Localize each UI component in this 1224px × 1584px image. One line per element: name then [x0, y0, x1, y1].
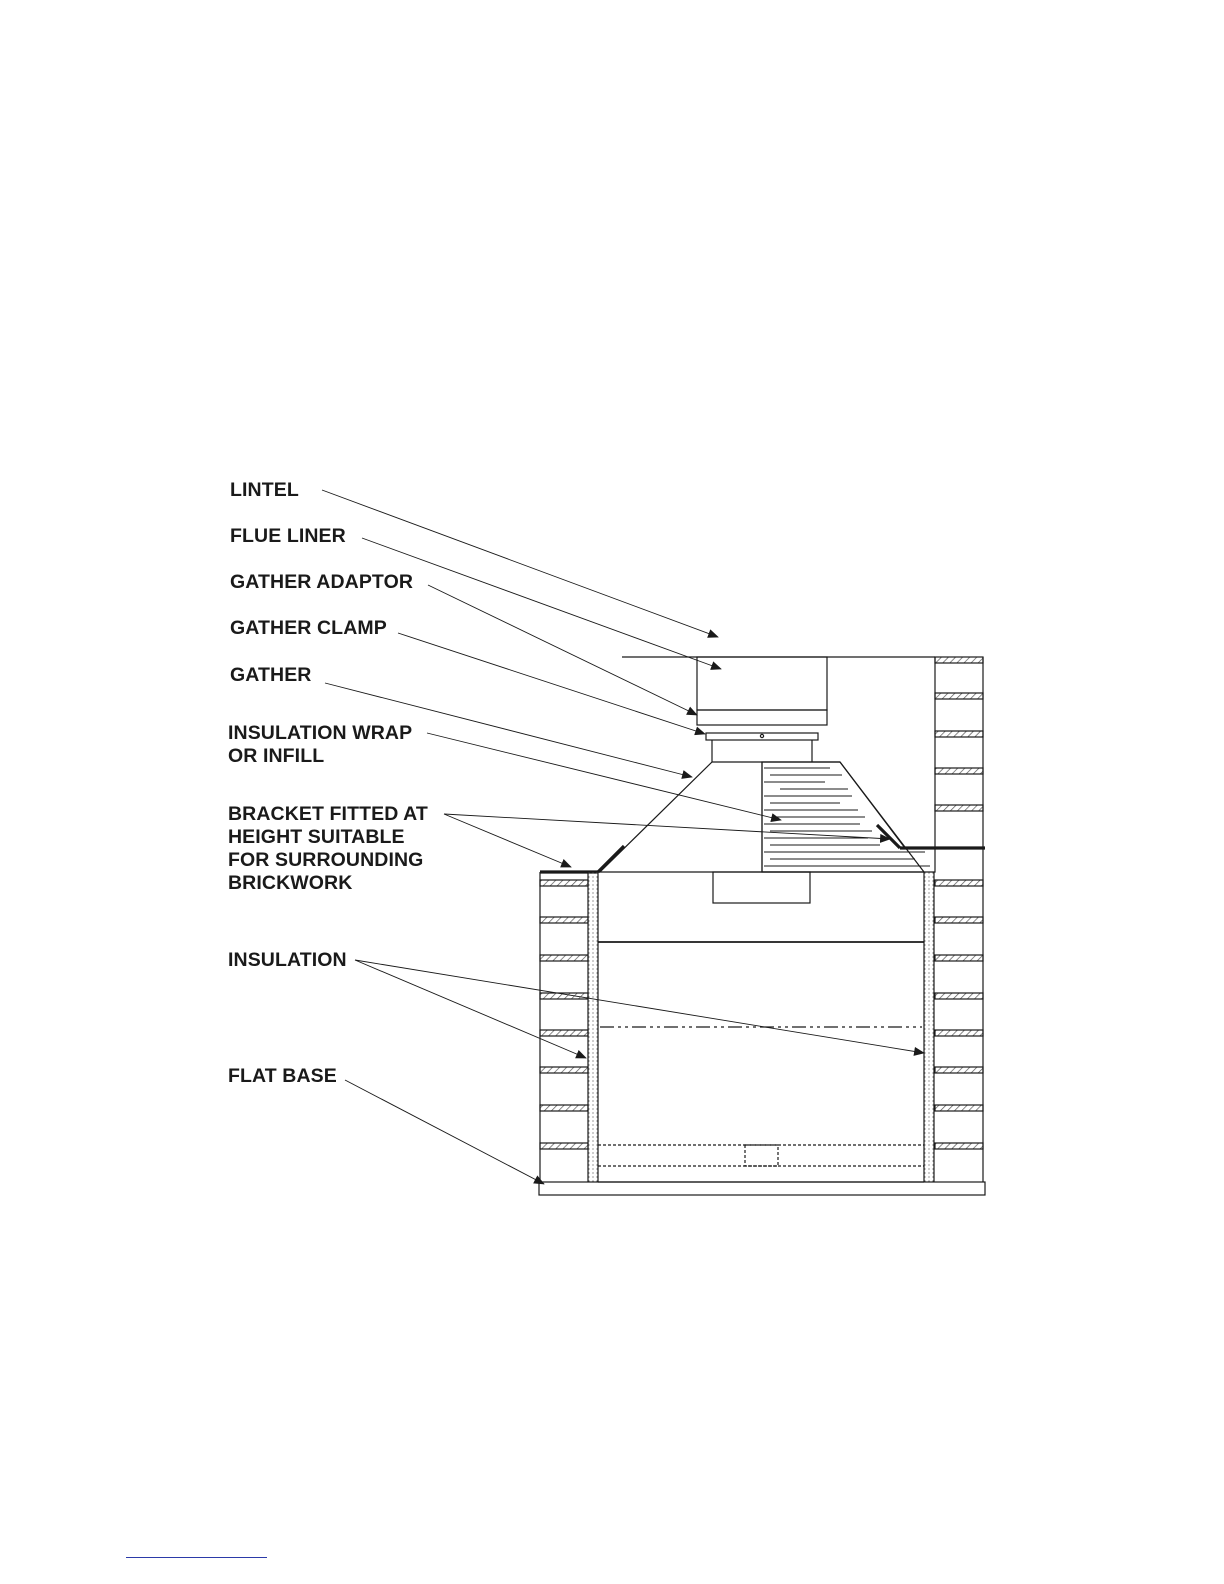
label-lintel: LINTEL: [230, 479, 299, 501]
right-upper-brickwork: [935, 657, 983, 848]
label-bracket-line3: FOR SURROUNDING: [228, 849, 424, 871]
label-gather-adaptor: GATHER ADAPTOR: [230, 571, 414, 593]
leader-flat-base: [345, 1080, 544, 1184]
label-flat-base: FLAT BASE: [228, 1065, 337, 1087]
right-lower-brickwork: [935, 848, 983, 1182]
ash-pan: [745, 1145, 778, 1166]
label-insulation: INSULATION: [228, 949, 347, 971]
flue-collar: [713, 872, 810, 903]
right-insulation: [924, 872, 934, 1182]
label-gather-clamp: GATHER CLAMP: [230, 617, 387, 639]
left-lower-brickwork: [540, 872, 588, 1182]
label-insulation-wrap-line1: INSULATION WRAP: [228, 722, 413, 744]
label-bracket-line4: BRICKWORK: [228, 872, 353, 894]
left-insulation: [588, 872, 598, 1182]
leader-flue-liner: [362, 538, 721, 669]
leader-gather-adaptor: [428, 585, 697, 715]
gather-adaptor: [697, 710, 827, 725]
leader-insulation-wrap: [427, 733, 781, 820]
leader-insulation-left: [355, 960, 586, 1058]
label-gather: GATHER: [230, 664, 312, 686]
flue-liner: [697, 657, 827, 710]
label-bracket-line1: BRACKET FITTED AT: [228, 803, 428, 825]
leader-gather-clamp: [398, 633, 705, 734]
label-flue-liner: FLUE LINER: [230, 525, 346, 547]
flat-base: [539, 1182, 985, 1195]
leader-gather: [325, 683, 692, 777]
footer-rule: [126, 1557, 267, 1558]
leader-bracket-left: [444, 814, 571, 867]
label-insulation-wrap-line2: OR INFILL: [228, 745, 325, 767]
leader-lintel: [322, 490, 718, 637]
label-bracket-line2: HEIGHT SUITABLE: [228, 826, 405, 848]
leader-insulation-right: [355, 960, 924, 1053]
